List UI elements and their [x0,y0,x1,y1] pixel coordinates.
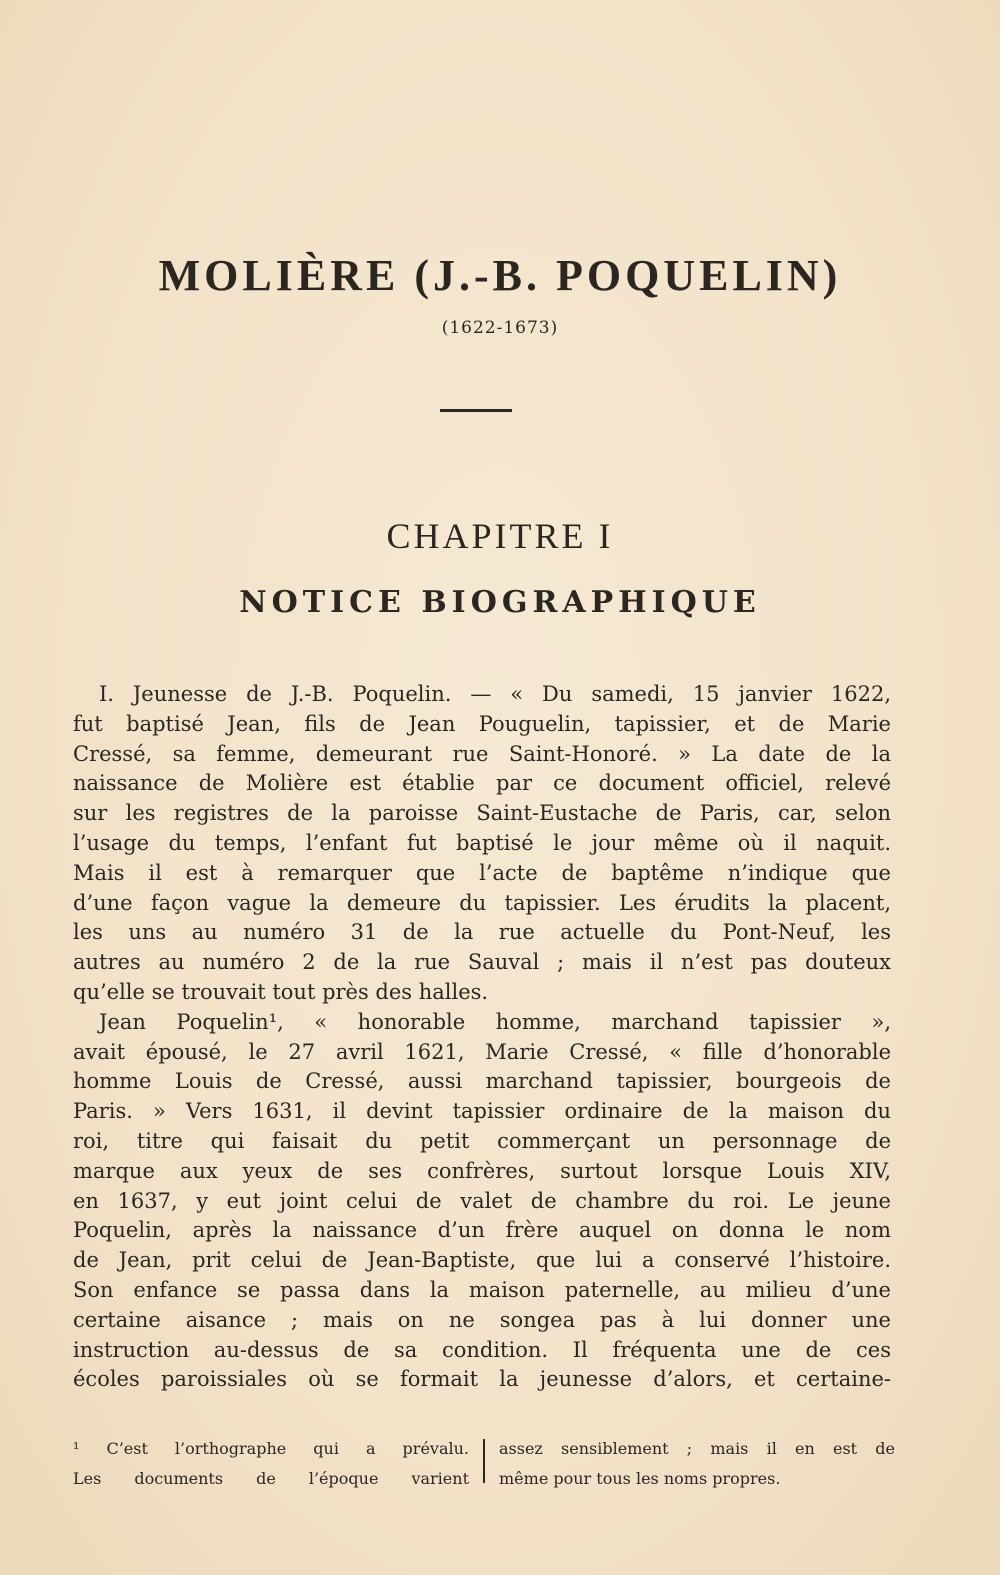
body-line: naissance de Molière est établie par ce document officiel, relevé [73,771,891,796]
body-line: sur les registres de la paroisse Saint-Eustache de Paris, car, selon [73,801,891,826]
footnote-line: ¹ C’est l’orthographe qui a prévalu. [73,1439,469,1458]
footnote-line: assez sensiblement ; mais il en est de [499,1439,895,1458]
footnote-column-divider [483,1439,485,1483]
body-line: fut baptisé Jean, fils de Jean Pouguelin, tapissier, et de Marie [73,711,891,736]
body-line: homme Louis de Cressé, aussi marchand tapissier, bourgeois de [73,1069,891,1094]
body-line: en 1637, y eut joint celui de valet de chambre du roi. Le jeune [73,1188,891,1213]
body-line: instruction au-dessus de sa condition. Il fréquenta une de ces [73,1337,891,1362]
body-line: de Jean, prit celui de Jean-Baptiste, que lui a conservé l’histoire. [73,1248,891,1273]
body-line: Cressé, sa femme, demeurant rue Saint-Honoré. » La date de la [73,741,891,766]
body-line: Jean Poquelin¹, « honorable homme, marchand tapissier », [99,1009,891,1034]
body-line: roi, titre qui faisait du petit commerçant un personnage de [73,1128,891,1153]
body-line: Mais il est à remarquer que l’acte de baptême n’indique que [73,860,891,885]
body-line: écoles paroissiales où se formait la jeunesse d’alors, et certaine- [73,1367,891,1392]
body-line: Poquelin, après la naissance d’un frère auquel on donna le nom [73,1218,891,1243]
life-dates: (1622-1673) [441,318,559,338]
footnote-left-column [73,1435,469,1495]
footnote-line: Les documents de l’époque varient [73,1468,469,1488]
body-line: d’une façon vague la demeure du tapissier. Les érudits la placent, [73,890,891,915]
body-line: certaine aisance ; mais on ne songea pas à lui donner une [73,1307,891,1332]
body-line: autres au numéro 2 de la rue Sauval ; mais il n’est pas douteux [73,950,891,975]
body-line: Paris. » Vers 1631, il devint tapissier ordinaire de la maison du [73,1099,891,1124]
body-text [73,680,891,1395]
footnote-line: même pour tous les noms propres. [499,1468,781,1488]
chapter-subtitle: NOTICE BIOGRAPHIQUE [239,585,761,620]
page-title: MOLIÈRE (J.-B. POQUELIN) [158,251,842,300]
body-line: Son enfance se passa dans la maison paternelle, au milieu d’une [73,1277,891,1302]
body-line: les uns au numéro 31 de la rue actuelle du Pont-Neuf, les [73,920,891,945]
body-line: avait épousé, le 27 avril 1621, Marie Cressé, « fille d’honorable [73,1039,891,1064]
footnote-right-column [499,1435,895,1495]
body-line: marque aux yeux de ses confrères, surtout lorsque Louis XIV, [73,1158,891,1183]
body-line: I. Jeunesse de J.-B. Poquelin. — « Du samedi, 15 janvier 1622, [99,682,891,706]
chapter-heading: CHAPITRE I [386,516,614,556]
body-line: l’usage du temps, l’enfant fut baptisé le jour même où il naquit. [73,830,891,855]
body-line: qu’elle se trouvait tout près des halles. [73,979,489,1004]
title-divider [440,409,512,412]
